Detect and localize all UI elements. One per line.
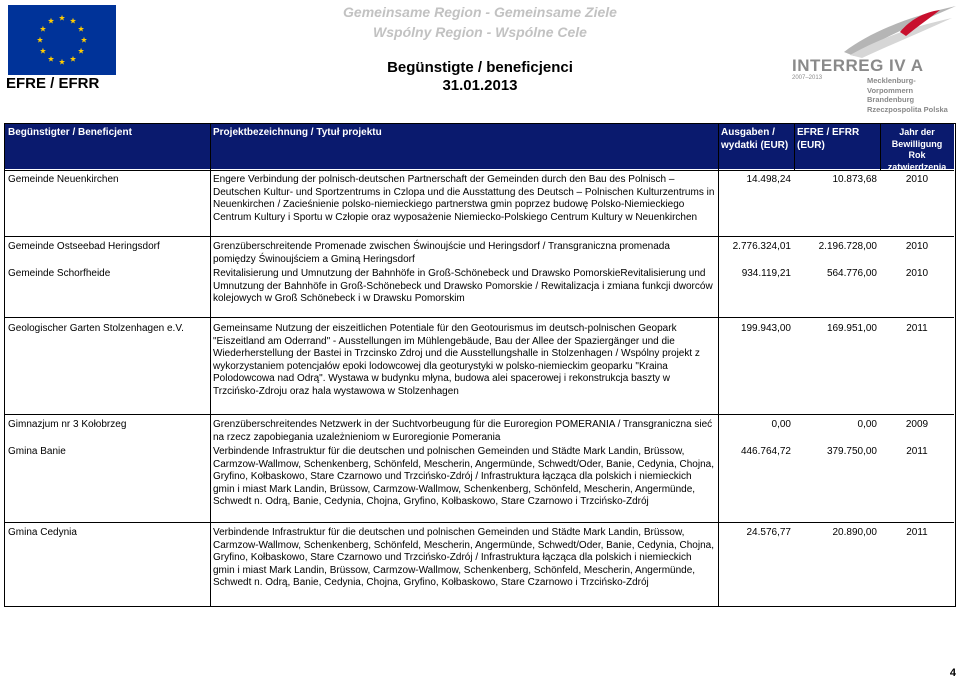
row-project: Engere Verbindung der polnisch-deutschen Partnerschaft der Gemeinden durch den Bau des Polnisch – Deutschen Kultur- und Sportzentrums in Czlopa und die Ausstattung des Deutsch – Polnischen Kulturzentrums in Neuenkirchen / Zacieśnienie polsko-niemieckiego partnerstwa gmin poprzez budowę Polsko-Niemieckiego Centrum Kultury i Sportu w Człopie oraz wyposażenie Niemiecko-Polskiego Centrum Kultury w Neuenkirchen <box>213 174 715 223</box>
row-divider <box>5 236 954 237</box>
row-project: Grenzüberschreitendes Netzwerk in der Suchtvorbeugung für die Euroregion POMERANIA / Transgraniczna sieć na rzecz zapobiegania uzależnieniom w Euroregionie Pomerania <box>213 419 713 443</box>
row-year: 2010 <box>905 174 929 185</box>
interreg-regions <box>867 76 960 114</box>
interreg-name: INTERREG IV A <box>792 56 924 75</box>
row-beneficiary: Gmina Cedynia <box>8 527 77 538</box>
row-expenses: 2.776.324,01 <box>732 241 791 252</box>
row-year: 2011 <box>906 323 928 334</box>
row-beneficiary: Gemeinde Schorfheide <box>8 268 111 279</box>
column-divider <box>794 124 795 170</box>
row-project: Grenzüberschreitende Promenade zwischen Świnoujście und Heringsdorf / Transgraniczna promenada pomiędzy Świnoujściem a Gminą Heringsdorf <box>213 241 670 265</box>
row-divider <box>5 170 954 171</box>
header-project: Projektbezeichnung / Tytuł projektu <box>213 127 382 138</box>
row-expenses: 14.498,24 <box>746 174 791 185</box>
row-expenses: 0,00 <box>771 419 791 430</box>
header-efre: EFRE / EFRR (EUR) <box>797 127 860 151</box>
row-efre: 564.776,00 <box>826 268 877 279</box>
table-row <box>5 446 954 512</box>
row-efre: 10.873,68 <box>832 174 877 185</box>
interreg-swoosh-icon <box>840 2 958 58</box>
motto-polish: Wspólny Region - Wspólne Cele <box>373 24 587 40</box>
page-date: 31.01.2013 <box>442 77 518 94</box>
row-project: Revitalisierung und Umnutzung der Bahnhöfe in Groß-Schönebeck und Drawsko PomorskieRevitalisierung und Umnutzung der Bahnhöfe in Groß-Schönebeck und Drawsko Pomorskie / Rewitalizacja i zmiana funkcji dworców kolejowych w Groß Schönebeck i w Drawsku Pomorskim <box>213 268 713 304</box>
row-expenses: 24.576,77 <box>746 527 791 538</box>
row-beneficiary: Gemeinde Neuenkirchen <box>8 174 119 185</box>
region-label: Rzeczpospolita Polska <box>867 104 948 114</box>
row-efre: 379.750,00 <box>826 446 877 457</box>
table-row <box>5 174 954 234</box>
row-project: Gemeinsame Nutzung der eiszeitlichen Potentiale für den Geotourismus im deutsch-polnischen Geopark "Eiszeitland am Oderrand" - Ausstellungen im Mühlengebäude, Bau der Allee der Spaziergänger und die Wiederherstellung der Bastei in Trzcinsko Zdroj und die Ausstellungshalle in Stolzenhagen / Wspólny projekt z wykorzystaniem potencjałów epoki lodowcowej dla geoturystyki w polsko-niemieckim geoparku "Kraina Polodowcowa nad Odrą". Wystawa w budynku młyna, budowa alei spacerowej i rekonstrukcja baszty w Trzcińsko-Zdroju oraz hala wystawowa w Stolzenhagen <box>213 323 700 397</box>
page-number: 4 <box>949 667 956 679</box>
row-efre: 0,00 <box>857 419 877 430</box>
beneficiaries-table <box>4 123 956 607</box>
interreg-logo <box>790 0 960 114</box>
header-expenses: Ausgaben / wydatki (EUR) <box>721 127 789 151</box>
row-divider <box>5 317 954 318</box>
region-label: Mecklenburg-Vorpommern <box>867 76 916 95</box>
header-year: Jahr der Bewilligung Rok zatwierdzenia <box>887 127 947 172</box>
table-row <box>5 323 954 402</box>
column-divider <box>210 124 211 606</box>
row-efre: 20.890,00 <box>832 527 877 538</box>
row-beneficiary: Geologischer Garten Stolzenhagen e.V. <box>8 323 184 334</box>
row-project: Verbindende Infrastruktur für die deutschen und polnischen Gemeinden und Städte Mark Landin, Brüssow, Carmzow-Wallmow, Schenkenberg, Schönfeld, Mescherin, Angermünde, Schwedt/Oder, Banie, Cedynia, Chojna, Gryfino, Kołbaskowo, Stare Czarnowo und Trzcińsko-Zdrój / Infrastruktura łącząca dla polskich i niemieckich gmin i miast Mark Landin, Brüssow, Carmzow-Wallmow, Schenkenberg, Schönfeld, Mescherin, Angermünde, Schwedt n. Odrą, Banie, Cedynia, Chojna, Gryfino, Kołbaskowo, Stare Czarnowo i Trzcińsko-Zdrój <box>213 446 714 507</box>
row-year: 2010 <box>905 241 929 252</box>
region-label: Brandenburg <box>867 95 915 104</box>
page-title: Begünstigte / beneficjenci <box>387 59 573 76</box>
interreg-years: 2007–2013 <box>792 75 823 81</box>
table-row <box>5 527 954 593</box>
row-expenses: 446.764,72 <box>740 446 791 457</box>
row-efre: 169.951,00 <box>826 323 877 334</box>
row-year: 2011 <box>906 446 928 457</box>
row-project: Verbindende Infrastruktur für die deutschen und polnischen Gemeinden und Städte Mark Landin, Brüssow, Carmzow-Wallmow, Schenkenberg, Schönfeld, Mescherin, Angermünde, Schwedt/Oder, Banie, Cedynia, Chojna, Gryfino, Kołbaskowo, Stare Czarnowo und Trzcińsko-Zdrój / Infrastruktura łącząca dla polskich i niemieckich gmin i miast Mark Landin, Brüssow, Carmzow-Wallmow, Schenkenberg, Schönfeld, Mescherin, Angermünde, Schwedt n. Odrą, Banie, Cedynia, Chojna, Gryfino, Kołbaskowo, Stare Czarnowo i Trzcińsko-Zdrój <box>213 527 714 588</box>
table-row <box>5 268 954 314</box>
row-year: 2009 <box>905 419 929 430</box>
row-beneficiary: Gemeinde Ostseebad Heringsdorf <box>8 241 160 252</box>
table-row <box>5 241 954 267</box>
row-year: 2010 <box>905 268 929 279</box>
row-efre: 2.196.728,00 <box>818 241 877 252</box>
row-beneficiary: Gmina Banie <box>8 446 66 457</box>
column-divider <box>718 124 719 606</box>
row-expenses: 934.119,21 <box>741 268 791 279</box>
efre-label: EFRE / EFRR <box>6 75 100 92</box>
table-header-row <box>5 124 954 172</box>
table-row <box>5 419 954 445</box>
row-expenses: 199.943,00 <box>740 323 791 334</box>
row-divider <box>5 414 954 415</box>
motto-german: Gemeinsame Region - Gemeinsame Ziele <box>343 4 617 20</box>
row-beneficiary: Gimnazjum nr 3 Kołobrzeg <box>8 419 127 430</box>
header-beneficiary: Begünstigter / Beneficjent <box>8 127 132 138</box>
column-divider <box>880 124 881 170</box>
row-year: 2011 <box>906 527 928 538</box>
row-divider <box>5 522 954 523</box>
page-header <box>0 0 960 114</box>
